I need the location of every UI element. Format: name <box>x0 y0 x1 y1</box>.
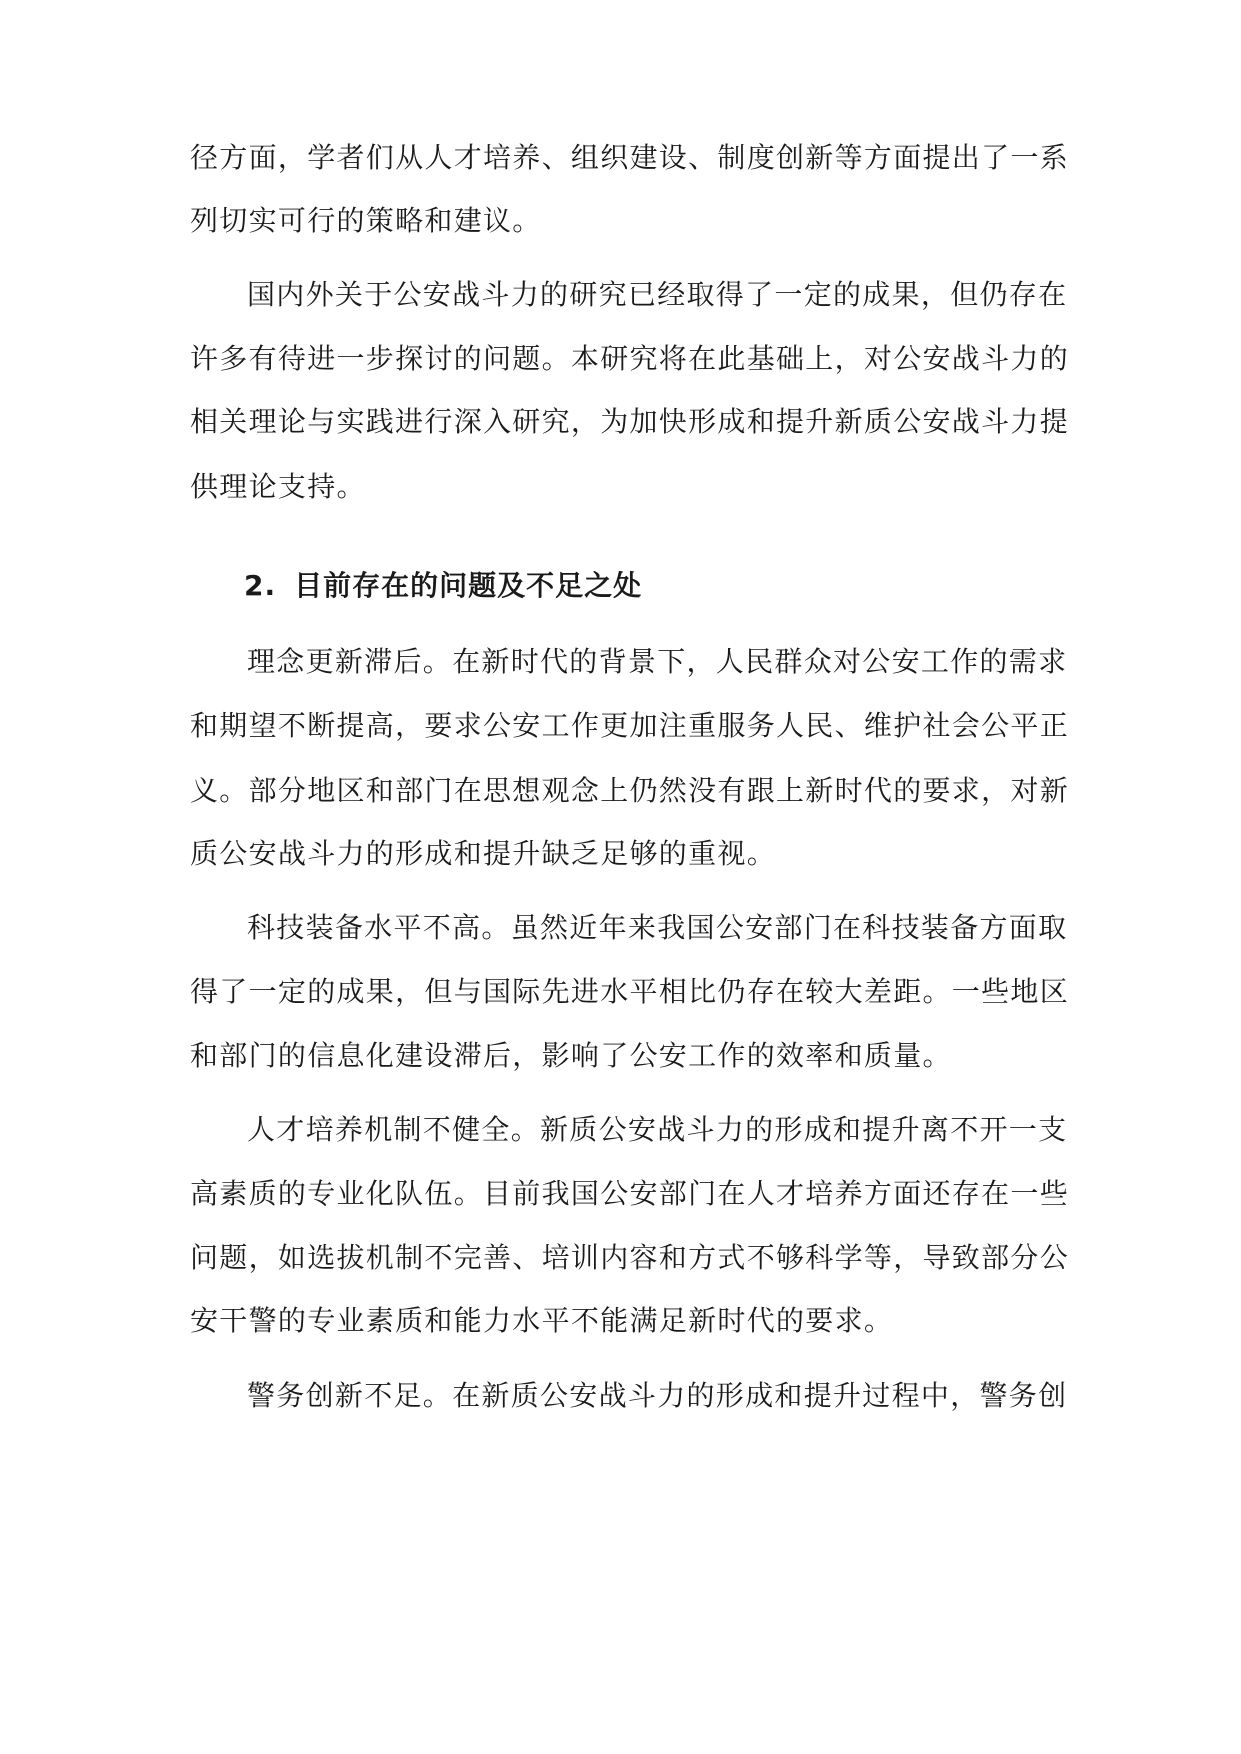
paragraph-line: 列切实可行的策略和建议。 <box>190 204 542 237</box>
section-heading <box>244 566 642 606</box>
paragraph-line: 相关理论与实践进行深入研究，为加快形成和提升新质公安战斗力提 <box>190 405 1070 438</box>
paragraph-line: 科技装备水平不高。虽然近年来我国公安部门在科技装备方面取 <box>247 911 1068 944</box>
paragraph-line: 和期望不断提高，要求公安工作更加注重服务人民、维护社会公平正 <box>190 709 1070 742</box>
paragraph-line: 警务创新不足。在新质公安战斗力的形成和提升过程中，警务创 <box>247 1379 1068 1412</box>
paragraph-line: 径方面，学者们从人才培养、组织建设、制度创新等方面提出了一系 <box>190 141 1070 174</box>
paragraph-line: 义。部分地区和部门在思想观念上仍然没有跟上新时代的要求，对新 <box>190 774 1070 807</box>
paragraph-line: 安干警的专业素质和能力水平不能满足新时代的要求。 <box>190 1304 894 1337</box>
paragraph-line: 许多有待进一步探讨的问题。本研究将在此基础上，对公安战斗力的 <box>190 342 1070 375</box>
paragraph-line: 国内外关于公安战斗力的研究已经取得了一定的成果，但仍存在 <box>247 278 1068 311</box>
paragraph-line: 问题，如选拔机制不完善、培训内容和方式不够科学等，导致部分公 <box>190 1241 1070 1274</box>
paragraph-line: 供理论支持。 <box>190 470 366 503</box>
paragraph-line: 高素质的专业化队伍。目前我国公安部门在人才培养方面还存在一些 <box>190 1177 1070 1210</box>
paragraph-line: 质公安战斗力的形成和提升缺乏足够的重视。 <box>190 837 777 870</box>
paragraph-line: 人才培养机制不健全。新质公安战斗力的形成和提升离不开一支 <box>247 1113 1068 1146</box>
paragraph-line: 和部门的信息化建设滞后，影响了公安工作的效率和质量。 <box>190 1039 952 1072</box>
section-heading-title: 目前存在的问题及不足之处 <box>294 569 643 602</box>
section-heading-number: 2. <box>244 569 277 602</box>
paragraph-line: 理念更新滞后。在新时代的背景下，人民群众对公安工作的需求 <box>247 645 1068 678</box>
paragraph-line: 得了一定的成果，但与国际先进水平相比仍存在较大差距。一些地区 <box>190 975 1070 1008</box>
